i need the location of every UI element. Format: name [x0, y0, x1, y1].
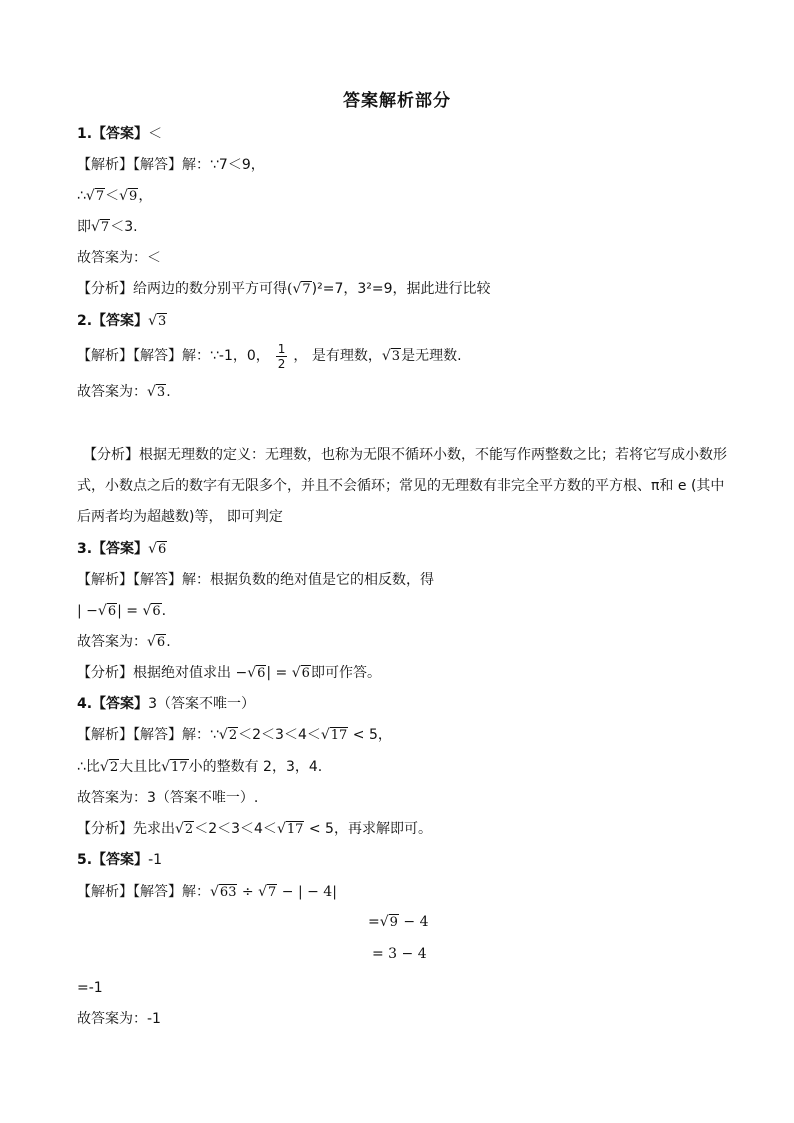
numerator: 1: [277, 341, 286, 356]
q5-answer-line: [77, 850, 162, 870]
text: ＜2＜3＜4＜: [238, 727, 321, 743]
sqrt-expression: √6: [247, 665, 266, 681]
q3-solution-line-1: 【解析】【解答】解：根据负数的绝对值是它的相反数，得: [77, 572, 434, 588]
page-title: 答案解析部分: [343, 91, 451, 111]
sqrt-expression: √6: [97, 603, 117, 619]
radicand: 7: [268, 885, 277, 900]
less-than: ＜: [105, 188, 120, 204]
q3-final-answer: [77, 632, 171, 653]
text: ÷: [237, 884, 259, 900]
text: < 5，: [348, 727, 392, 743]
sqrt-expression: √3: [147, 384, 166, 400]
q1-answer-head: 1.【答案】: [77, 126, 149, 142]
q1-answer: ＜: [148, 126, 163, 142]
radicand: 3: [156, 385, 166, 400]
q5-final-answer: 故答案为：-1: [77, 1011, 161, 1027]
q5-answer: -1: [148, 852, 163, 868]
text: .: [161, 603, 167, 619]
text: | −: [77, 603, 98, 619]
text: < 5，再求解即可。: [304, 821, 432, 837]
q1-solution-line-1: 【解析】【解答】解：∵7＜9，: [77, 157, 265, 173]
text: 故答案为：: [77, 384, 147, 400]
denominator: 2: [277, 356, 286, 371]
text: | =: [266, 665, 288, 681]
q1-solution-line-2: [77, 186, 152, 207]
q2-answer-head: 2.【答案】: [77, 313, 149, 329]
text: .: [166, 384, 171, 400]
sqrt-expression: √63: [210, 884, 237, 900]
q4-answer-head: 4.【答案】: [77, 696, 149, 712]
q3-analysis: [77, 663, 381, 684]
radicand: 9: [129, 189, 138, 204]
sqrt-expression: √7: [91, 219, 110, 235]
sqrt-expression: √6: [291, 665, 310, 681]
comma: ，: [138, 188, 153, 204]
q5-calc-step-2: = 3 − 4: [372, 946, 427, 962]
q4-solution-line-2: [77, 757, 322, 778]
text: .: [166, 634, 171, 650]
text: ＜2＜3＜4＜: [194, 821, 277, 837]
radicand: 3: [157, 314, 167, 329]
q3-answer-line: [77, 539, 167, 560]
sqrt-expression: √9: [379, 914, 398, 930]
text: 大且比: [119, 759, 162, 775]
therefore-symbol: ∴: [77, 188, 86, 204]
q5-answer-head: 5.【答案】: [77, 852, 149, 868]
radicand: 6: [107, 604, 117, 619]
sqrt-expression: √9: [119, 188, 138, 204]
radicand: 17: [330, 728, 348, 743]
q1-final-answer: 故答案为：＜: [77, 250, 161, 266]
sqrt-expression: √2: [218, 727, 238, 743]
q1-analysis: [77, 279, 491, 300]
text: 小的整数有 2，3，4.: [188, 759, 323, 775]
sqrt-expression: √6: [147, 634, 166, 650]
sqrt-expression: (√7: [287, 281, 311, 297]
radicand: 6: [301, 666, 310, 681]
text: | =: [117, 603, 139, 619]
radicand: 7: [100, 220, 110, 235]
radicand: 6: [152, 604, 161, 619]
q4-answer-line: [77, 694, 255, 714]
text: 【解析】【解答】解：∵: [77, 727, 219, 743]
sqrt-expression: √3: [381, 348, 401, 364]
radicand: 9: [389, 915, 398, 930]
text: )²=7，3²=9，据此进行比较: [311, 281, 491, 297]
sqrt-expression: √6: [142, 603, 161, 619]
q4-analysis: [77, 819, 432, 840]
text: ∴比: [77, 759, 100, 775]
text: − | − 4|: [277, 884, 337, 900]
text: 【分析】根据绝对值求出 −: [77, 665, 248, 681]
text: 即可作答。: [310, 665, 381, 681]
radicand: 17: [171, 760, 188, 775]
q2-answer-line: [77, 311, 167, 332]
text: ＜3.: [110, 219, 138, 235]
q5-calc-step-1: [368, 914, 428, 930]
radicand: 2: [184, 822, 194, 837]
q4-answer: 3（答案不唯一）: [148, 696, 255, 712]
text: 【分析】给两边的数分别平方可得: [77, 281, 287, 297]
sqrt-expression: √17: [320, 727, 348, 743]
sqrt-expression: √3: [148, 313, 167, 329]
radicand: 3: [391, 349, 401, 364]
sqrt-expression: √17: [276, 821, 304, 837]
text: =: [368, 914, 380, 930]
q4-final-answer: 故答案为：3（答案不唯一）.: [77, 790, 259, 806]
q1-answer-line: [77, 124, 162, 144]
text: 是无理数.: [401, 348, 462, 364]
q3-answer-head: 3.【答案】: [77, 541, 149, 557]
sqrt-expression: √2: [175, 821, 194, 837]
sqrt-expression: √6: [148, 541, 167, 557]
text: ， 是有理数，: [293, 348, 382, 364]
fraction: [276, 342, 288, 371]
text: 故答案为：: [77, 634, 147, 650]
text: 即: [77, 219, 91, 235]
text: 【分析】先求出: [77, 821, 175, 837]
radicand: 2: [109, 760, 119, 775]
q2-solution-line-1: [77, 340, 462, 373]
q2-final-answer: [77, 382, 171, 403]
text: 【解析】【解答】解：: [77, 884, 210, 900]
q5-solution-line-1: [77, 882, 337, 903]
q2-analysis: 【分析】根据无理数的定义：无理数，也称为无限不循环小数，不能写作两整数之比；若将它写成小数形式，小数点之后的数字有无限多个，并且不会循环；常见的无理数有非完全平方数的平方根、π和 e (其中后两者均为超越数)等， 即可判定: [77, 447, 727, 525]
text: 【解析】【解答】解：∵-1，0，: [77, 348, 270, 364]
q4-solution-line-1: [77, 725, 392, 746]
text: − 4: [398, 914, 429, 930]
q1-solution-line-3: [77, 217, 138, 238]
radicand: 7: [95, 189, 105, 204]
sqrt-expression: √7: [258, 884, 277, 900]
radicand: 17: [286, 822, 304, 837]
sqrt-expression: √2: [99, 759, 119, 775]
radicand: 7: [302, 282, 311, 297]
sqrt-expression: √7: [85, 188, 105, 204]
sqrt-expression: √17: [161, 759, 188, 775]
radicand: 2: [228, 728, 238, 743]
q5-calc-step-3: =-1: [77, 980, 103, 996]
radicand: 6: [157, 542, 167, 557]
radicand: 63: [219, 885, 237, 900]
radicand: 6: [257, 666, 266, 681]
q3-solution-line-2: [77, 601, 166, 622]
radicand: 6: [156, 635, 166, 650]
